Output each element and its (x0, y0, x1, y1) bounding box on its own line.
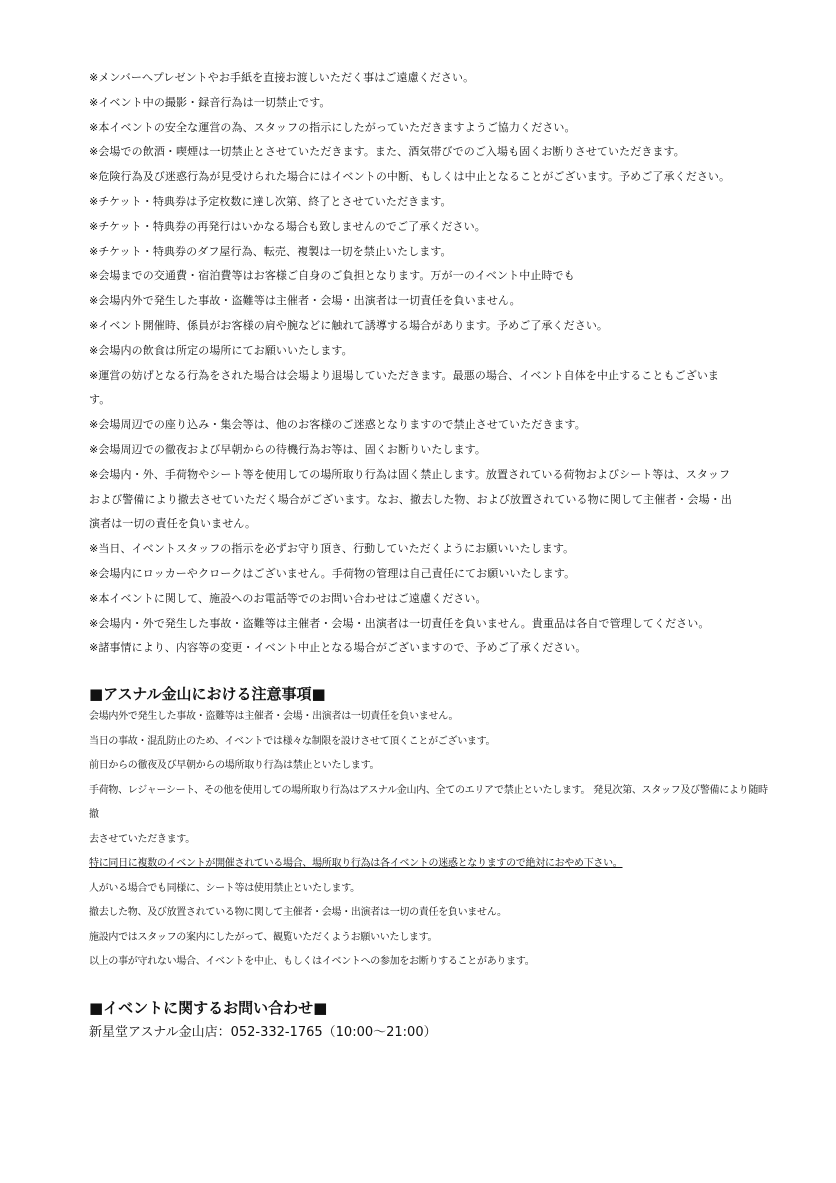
notice-item: および警備により撤去させていただく場合がございます。なお、撤去した物、および放置されている物に関して主催者・会場・出 (89, 492, 732, 506)
notice-item: ※イベント中の撮影・録音行為は一切禁止です。 (89, 95, 331, 109)
notice-item: 演者は一切の責任を負いません。 (89, 517, 257, 531)
asunal-notice-item: 以上の事が守れない場合、イベントを中止、もしくはイベントへの参加をお断りすることがあります。 (89, 956, 535, 968)
notice-item: ※運営の妨げとなる行為をされた場合は会場より退場していただきます。最悪の場合、イベント自体を中止することもございま (89, 368, 720, 382)
notice-item: ※会場内にロッカーやクロークはございません。手荷物の管理は自己責任にてお願いいたします。 (89, 566, 576, 580)
inquiry-section-title: ■イベントに関するお問い合わせ■ (89, 998, 328, 1017)
notice-list (89, 66, 769, 661)
asunal-notice-item: 撤去した物、及び放置されている物に関して主催者・会場・出演者は一切の責任を負いません。 (89, 907, 507, 919)
asunal-notice-item: 施設内ではスタッフの案内にしたがって、観覧いただくようお願いいたします。 (89, 931, 438, 943)
asunal-notice-list (89, 705, 769, 975)
notice-item: ※チケット・特典券のダフ屋行為、転売、複製は一切を禁止いたします。 (89, 244, 452, 258)
asunal-section-title: ■アスナル金山における注意事項■ (89, 685, 326, 704)
notice-item: ※危険行為及び迷惑行為が見受けられた場合にはイベントの中断、もしくは中止となることがございます。予めご了承ください。 (89, 170, 731, 184)
notice-item: ※会場での飲酒・喫煙は一切禁止とさせていただきます。また、酒気帯びでのご入場も固くお断りさせていただきます。 (89, 145, 685, 159)
notice-item: す。 (89, 393, 111, 407)
notice-item: ※会場までの交通費・宿泊費等はお客様ご自身のご負担となります。万が一のイベント中止時でも (89, 269, 575, 283)
notice-item: ※本イベントに関して、施設へのお電話等でのお問い合わせはご遠慮ください。 (89, 591, 487, 605)
notice-item: ※チケット・特典券は予定枚数に達し次第、終了とさせていただきます。 (89, 194, 452, 208)
asunal-notice-item: 前日からの徹夜及び早朝からの場所取り行為は禁止といたします。 (89, 760, 380, 772)
notice-item: ※会場周辺での徹夜および早朝からの待機行為お等は、固くお断りいたします。 (89, 442, 486, 456)
notice-item: ※会場内外で発生した事故・盗難等は主催者・会場・出演者は一切責任を負いません。 (89, 294, 521, 308)
notice-item: ※会場内・外、手荷物やシート等を使用しての場所取り行為は固く禁止します。放置されている荷物およびシート等は、スタッフ (89, 467, 731, 481)
notice-item: ※イベント開催時、係員がお客様の肩や腕などに触れて誘導する場合があります。予めご了承ください。 (89, 318, 609, 332)
asunal-notice-item: 手荷物、レジャーシート、その他を使用しての場所取り行為はアスナル金山内、全てのエリアで禁止といたします。 発見次第、スタッフ及び警備により随時撤 (89, 784, 768, 821)
notice-item: ※会場内・外で発生した事故・盗難等は主催者・会場・出演者は一切責任を負いません。貴重品は各自で管理してください。 (89, 616, 710, 630)
asunal-notice-item: 人がいる場合でも同様に、シート等は使用禁止といたします。 (89, 882, 360, 894)
notice-item: ※チケット・特典券の再発行はいかなる場合も致しませんのでご了承ください。 (89, 219, 486, 233)
contact-info: 新星堂アスナル金山店：052-332-1765（10:00～21:00） (89, 1024, 437, 1040)
asunal-notice-item-emphasis (89, 852, 769, 877)
notice-item: ※会場内の飲食は所定の場所にてお願いいたします。 (89, 343, 353, 357)
asunal-notice-item: 当日の事故・混乱防止のため、イベントでは様々な制限を設けさせて頂くことがございます。 (89, 735, 496, 747)
notice-item: ※当日、イベントスタッフの指示を必ずお守り頂き、行動していただくようにお願いいたします。 (89, 542, 575, 556)
notice-item: ※メンバーへプレゼントやお手紙を直接お渡しいただく事はご遠慮ください。 (89, 71, 475, 84)
notice-item: ※本イベントの安全な運営の為、スタッフの指示にしたがっていただきますようご協力ください。 (89, 120, 576, 134)
notice-item: ※会場周辺での座り込み・集会等は、他のお客様のご迷惑となりますので禁止させていただきます。 (89, 418, 586, 432)
asunal-notice-item: 会場内外で発生した事故・盗難等は主催者・会場・出演者は一切責任を負いません。 (89, 711, 459, 723)
emphasis-text: 特に同日に複数のイベントが開催されている場合、場所取り行為は各イベントの迷惑となりますので絶対におやめ下さい。 (89, 858, 623, 870)
document-page (89, 66, 769, 1044)
notice-item: ※諸事情により、内容等の変更・イベント中止となる場合がございますので、予めご了承ください。 (89, 641, 587, 655)
asunal-notice-item: 去させていただきます。 (89, 833, 195, 845)
